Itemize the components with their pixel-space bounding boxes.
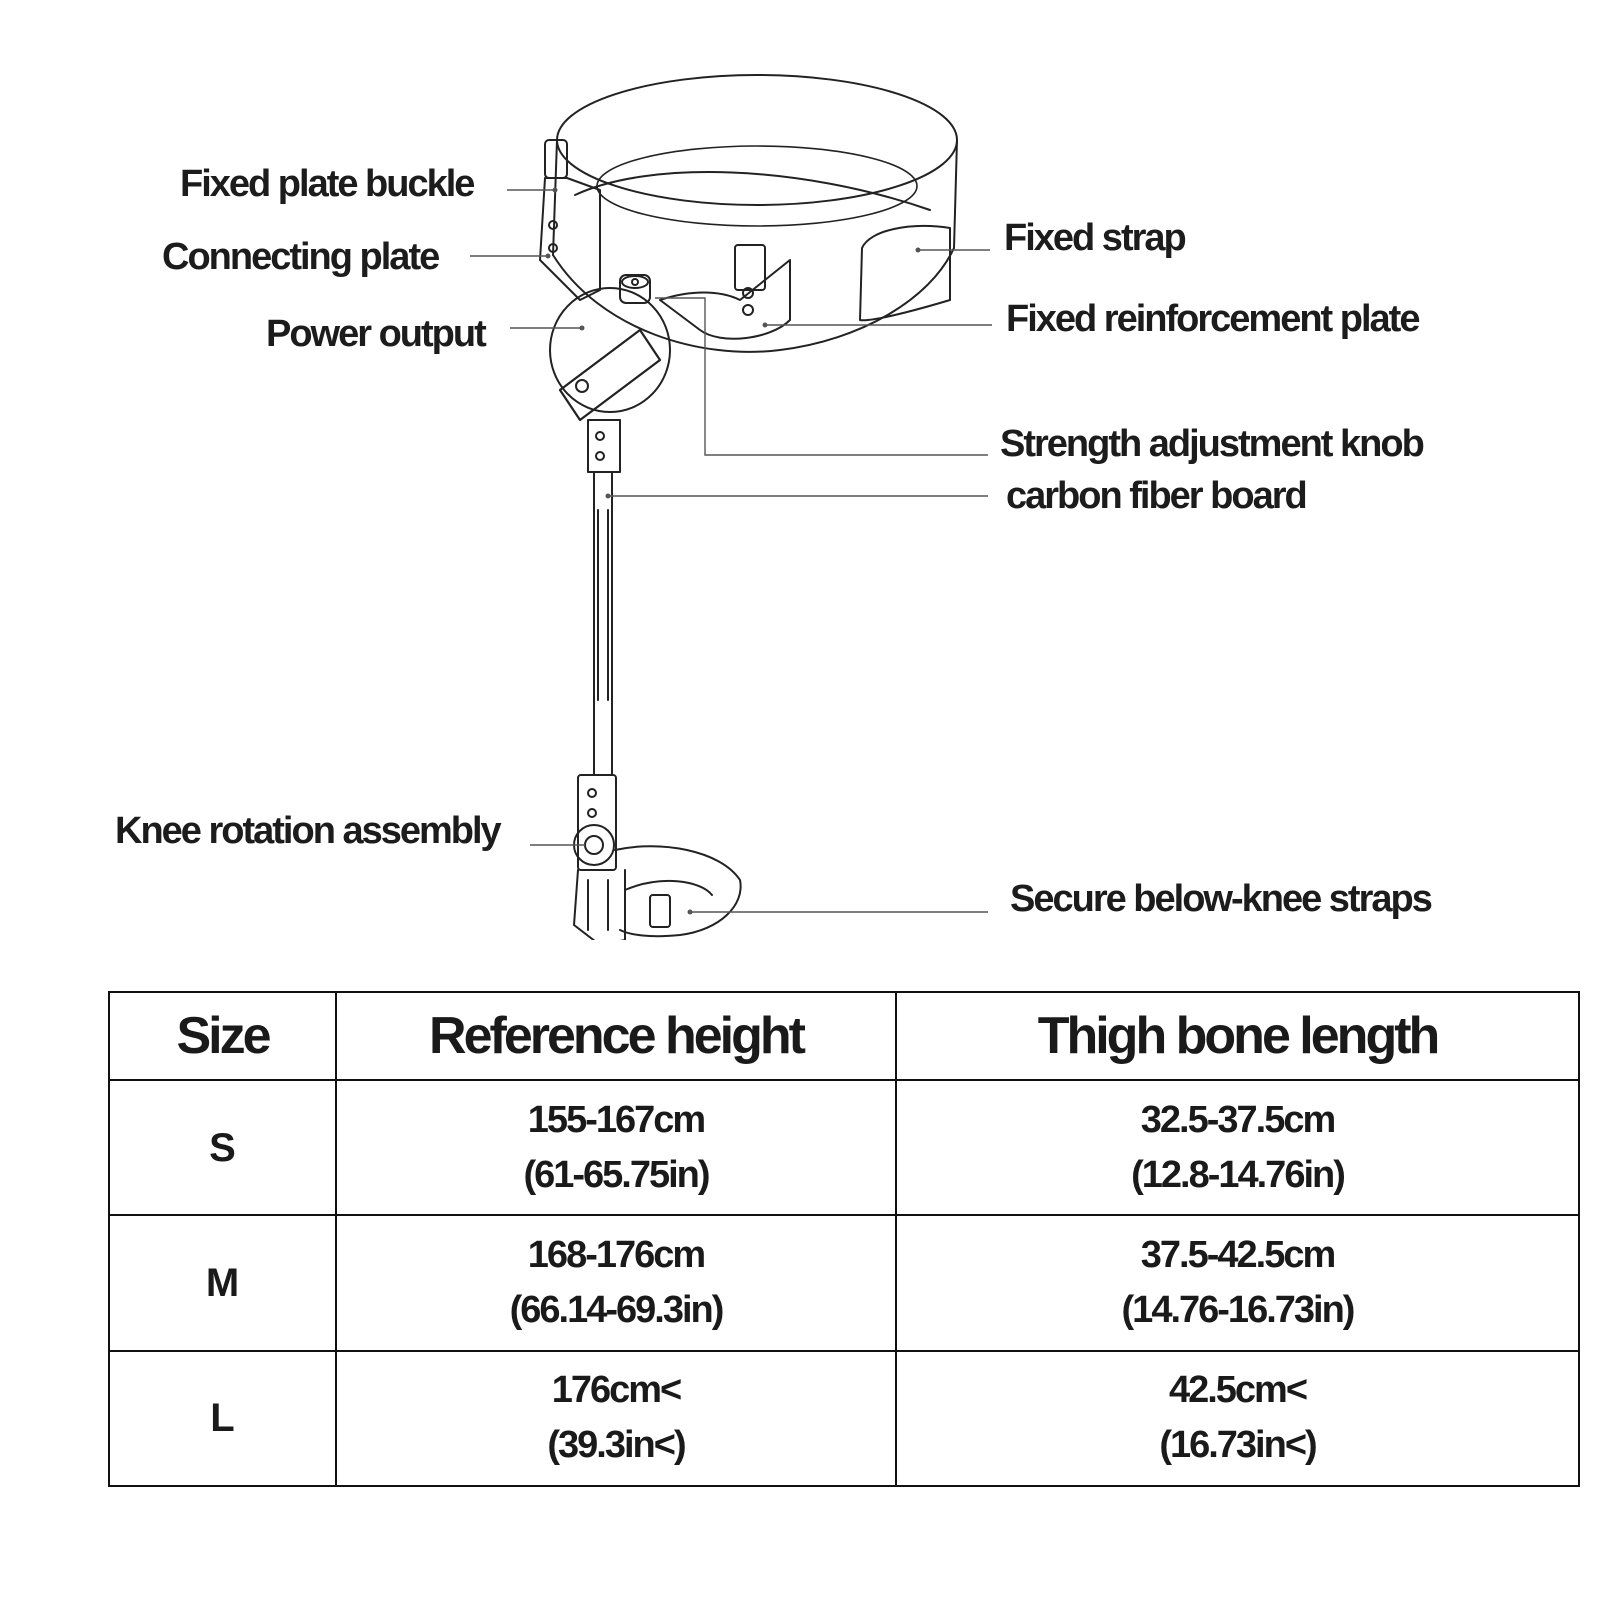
label-connecting-plate: Connecting plate <box>162 236 439 278</box>
thigh-cell <box>896 1080 1579 1215</box>
height-in: (39.3in<) <box>547 1424 685 1467</box>
table-row <box>109 1080 1579 1215</box>
waist-belt <box>553 75 957 352</box>
size-cell: S <box>109 1080 336 1215</box>
height-cell <box>336 1215 896 1350</box>
thigh-bar-shape <box>588 420 620 775</box>
header-thigh-bone-length: Thigh bone length <box>896 992 1579 1080</box>
label-strength-adjustment-knob: Strength adjustment knob <box>1000 423 1423 465</box>
size-cell: M <box>109 1215 336 1350</box>
table-row <box>109 1215 1579 1350</box>
thigh-in: (14.76-16.73in) <box>1121 1288 1354 1331</box>
thigh-cm: 37.5-42.5cm <box>1140 1233 1335 1276</box>
label-knee-rotation-assembly: Knee rotation assembly <box>115 810 500 852</box>
label-fixed-plate-buckle: Fixed plate buckle <box>180 163 474 205</box>
label-power-output: Power output <box>266 313 485 355</box>
height-cell <box>336 1351 896 1486</box>
thigh-cm: 32.5-37.5cm <box>1140 1098 1335 1141</box>
label-carbon-fiber-board: carbon fiber board <box>1006 475 1306 517</box>
height-cell <box>336 1080 896 1215</box>
hip-joint-shape <box>550 288 670 420</box>
height-cm: 176cm< <box>551 1369 681 1412</box>
thigh-in: (16.73in<) <box>1159 1424 1316 1467</box>
label-fixed-strap: Fixed strap <box>1004 217 1185 259</box>
fixed-strap-pad <box>860 226 950 320</box>
table-row <box>109 1351 1579 1486</box>
size-chart-table <box>108 991 1580 1487</box>
thigh-cell <box>896 1215 1579 1350</box>
below-knee-strap-shape <box>615 846 741 936</box>
thigh-cell <box>896 1351 1579 1486</box>
height-in: (61-65.75in) <box>523 1153 709 1196</box>
label-secure-below-knee-straps: Secure below-knee straps <box>1010 878 1431 920</box>
leader-strength-knob <box>655 298 988 455</box>
height-cm: 168-176cm <box>527 1233 705 1276</box>
thigh-in: (12.8-14.76in) <box>1131 1153 1344 1196</box>
height-in: (66.14-69.3in) <box>509 1288 723 1331</box>
size-cell: L <box>109 1351 336 1486</box>
height-cm: 155-167cm <box>527 1098 705 1141</box>
table-header-row <box>109 992 1579 1080</box>
thigh-cm: 42.5cm< <box>1168 1369 1307 1412</box>
header-reference-height: Reference height <box>336 992 896 1080</box>
knee-assembly-shape <box>574 775 625 940</box>
label-fixed-reinforcement-plate: Fixed reinforcement plate <box>1006 298 1419 340</box>
header-size: Size <box>109 992 336 1080</box>
